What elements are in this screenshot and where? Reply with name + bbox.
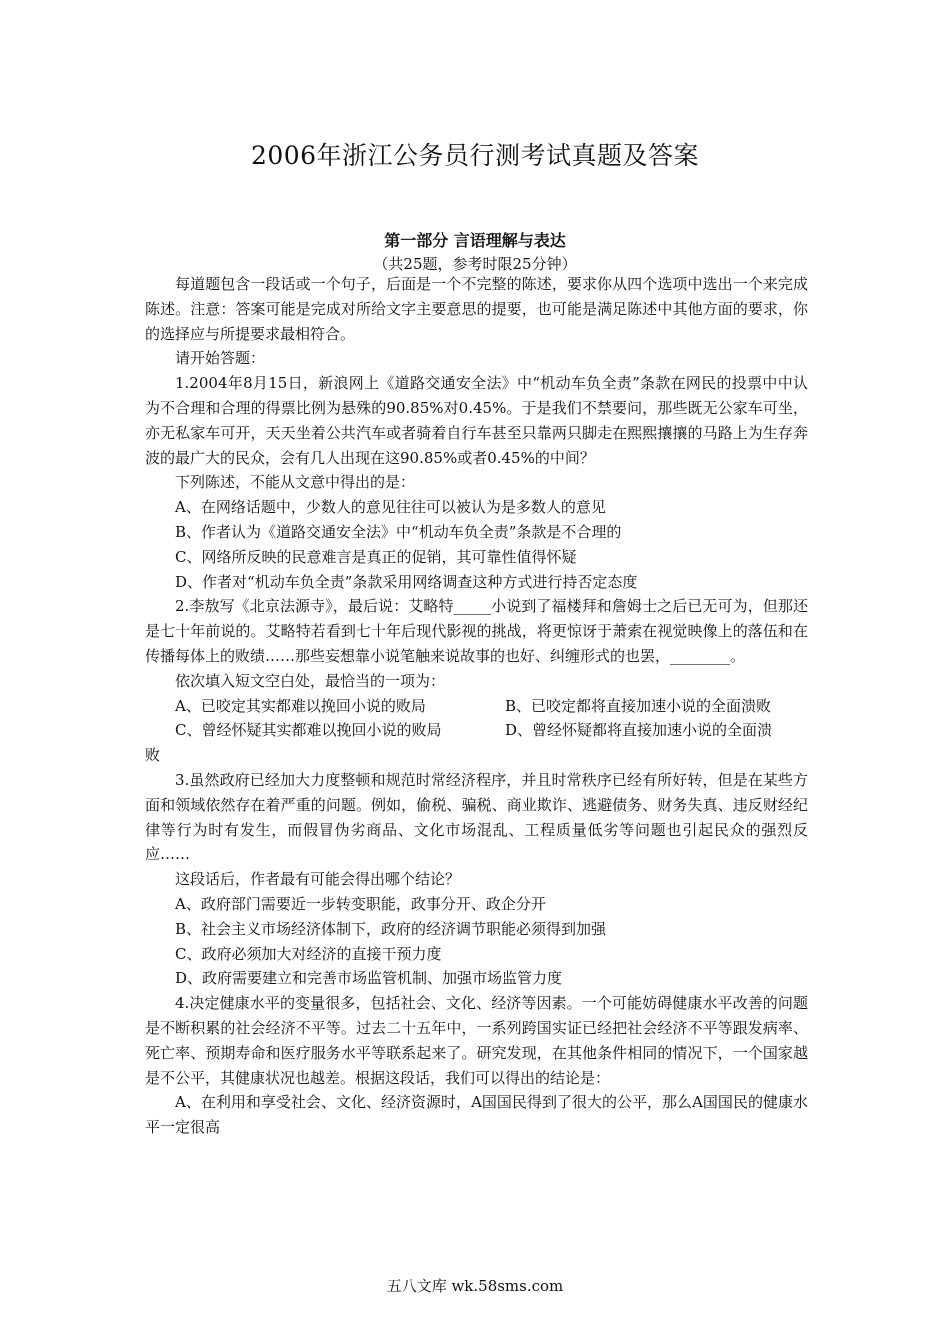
q3-option-b: B、社会主义市场经济体制下，政府的经济调节职能必须得到加强 <box>175 919 607 938</box>
q1-option-b: B、作者认为《道路交通安全法》中“机动车负全责”条款是不合理的 <box>175 522 622 541</box>
q4-stem: 4.决定健康水平的变量很多，包括社会、文化、经济等因素。一个可能妨碍健康水平改善的问题是不断积累的社会经济不平等。过去二十五年中，一系列跨国实证已经把社会经济不平等跟发病率、死亡率、预期寿命和医疗服务水平等联系起来了。研究发现，在其他条件相同的情况下，一个国家越是不公平，其健康状况也越差。根据这段话，我们可以得出的结论是： <box>145 994 808 1087</box>
q2-options-row-1 <box>145 694 808 719</box>
q4-option-a: A、在利用和享受社会、文化、经济资源时，A国国民得到了很大的公平，那么A国国民的健康水平一定很高 <box>145 1093 808 1137</box>
q3-option-c: C、政府必须加大对经济的直接干预力度 <box>175 944 442 963</box>
q2-question: 依次填入短文空白处，最恰当的一项为： <box>175 671 446 690</box>
q3-question: 这段话后，作者最有可能会得出哪个结论？ <box>175 870 461 889</box>
q3-option-d: D、政府需要建立和完善市场监管机制、加强市场监管力度 <box>175 969 563 988</box>
q2-options-row-2 <box>145 718 808 743</box>
q1-option-d: D、作者对“机动车负全责”条款采用网络调查这种方式进行持否定态度 <box>175 572 638 591</box>
q2-option-b: B、已咬定都将直接加速小说的全面溃败 <box>505 696 772 715</box>
q1-option-c: C、网络所反映的民意难言是真正的促销，其可靠性值得怀疑 <box>175 547 577 566</box>
q2-option-d-continued: 败 <box>145 746 161 765</box>
q2-option-a: A、已咬定其实都难以挽回小说的败局 <box>175 696 426 715</box>
q1-stem: 1.2004年8月15日，新浪网上《道路交通安全法》中“机动车负全责”条款在网民的投票中中认为不合理和合理的得票比例为悬殊的90.85%对0.45%。于是我们不禁要问，那些既无公家车可坐，亦无私家车可开，天天坐着公共汽车或者骑着自行车甚至只靠两只脚走在熙熙攘攘的马路上为生存奔波的最广大的民众，会有几人出现在这90.85%或者0.45%的中间？ <box>145 374 808 467</box>
document-title: 2006年浙江公务员行测考试真题及答案 <box>250 141 700 170</box>
section-subtitle: （共25题，参考时限25分钟） <box>373 255 577 273</box>
q1-option-a: A、在网络话题中，少数人的意见往往可以被认为是多数人的意见 <box>175 498 606 517</box>
q2-option-c: C、曾经怀疑其实都难以挽回小说的败局 <box>175 721 442 740</box>
document-body <box>145 272 808 1140</box>
footer-watermark: 五八文库 wk.58sms.com <box>386 1277 564 1295</box>
q2-option-d: D、曾经怀疑都将直接加速小说的全面溃 <box>505 721 773 740</box>
start-line: 请开始答题： <box>175 349 266 368</box>
q3-option-a: A、政府部门需要近一步转变职能，政事分开、政企分开 <box>175 894 546 913</box>
intro-paragraph: 每道题包含一段话或一个句子，后面是一个不完整的陈述，要求你从四个选项中选出一个来完成陈述。注意：答案可能是完成对所给文字主要意思的提要，也可能是满足陈述中其他方面的要求，你的选择应与所提要求最相符合。 <box>145 275 808 343</box>
q1-question: 下列陈述，不能从文意中得出的是： <box>175 473 416 492</box>
q2-stem: 2.李敖写《北京法源寺》，最后说：艾略特_____小说到了福楼拜和詹姆士之后已无可为，但那还是七十年前说的。艾略特若看到七十年后现代影视的挑战，将更惊讶于萧索在视觉映像上的落伍和在传播每体上的败绩……那些妄想靠小说笔触来说故事的也好、纠缠形式的也罢，________。 <box>145 597 808 665</box>
q3-stem: 3.虽然政府已经加大力度整顿和规范时常经济程序，并且时常秩序已经有所好转，但是在某些方面和领域依然存在着严重的问题。例如，偷税、骗税、商业欺诈、逃避债务、财务失真、违反财经纪律等行为时有发生，而假冒伪劣商品、文化市场混乱、工程质量低劣等问题也引起民众的强烈反应…… <box>145 770 808 864</box>
section-title: 第一部分 言语理解与表达 <box>384 231 566 250</box>
